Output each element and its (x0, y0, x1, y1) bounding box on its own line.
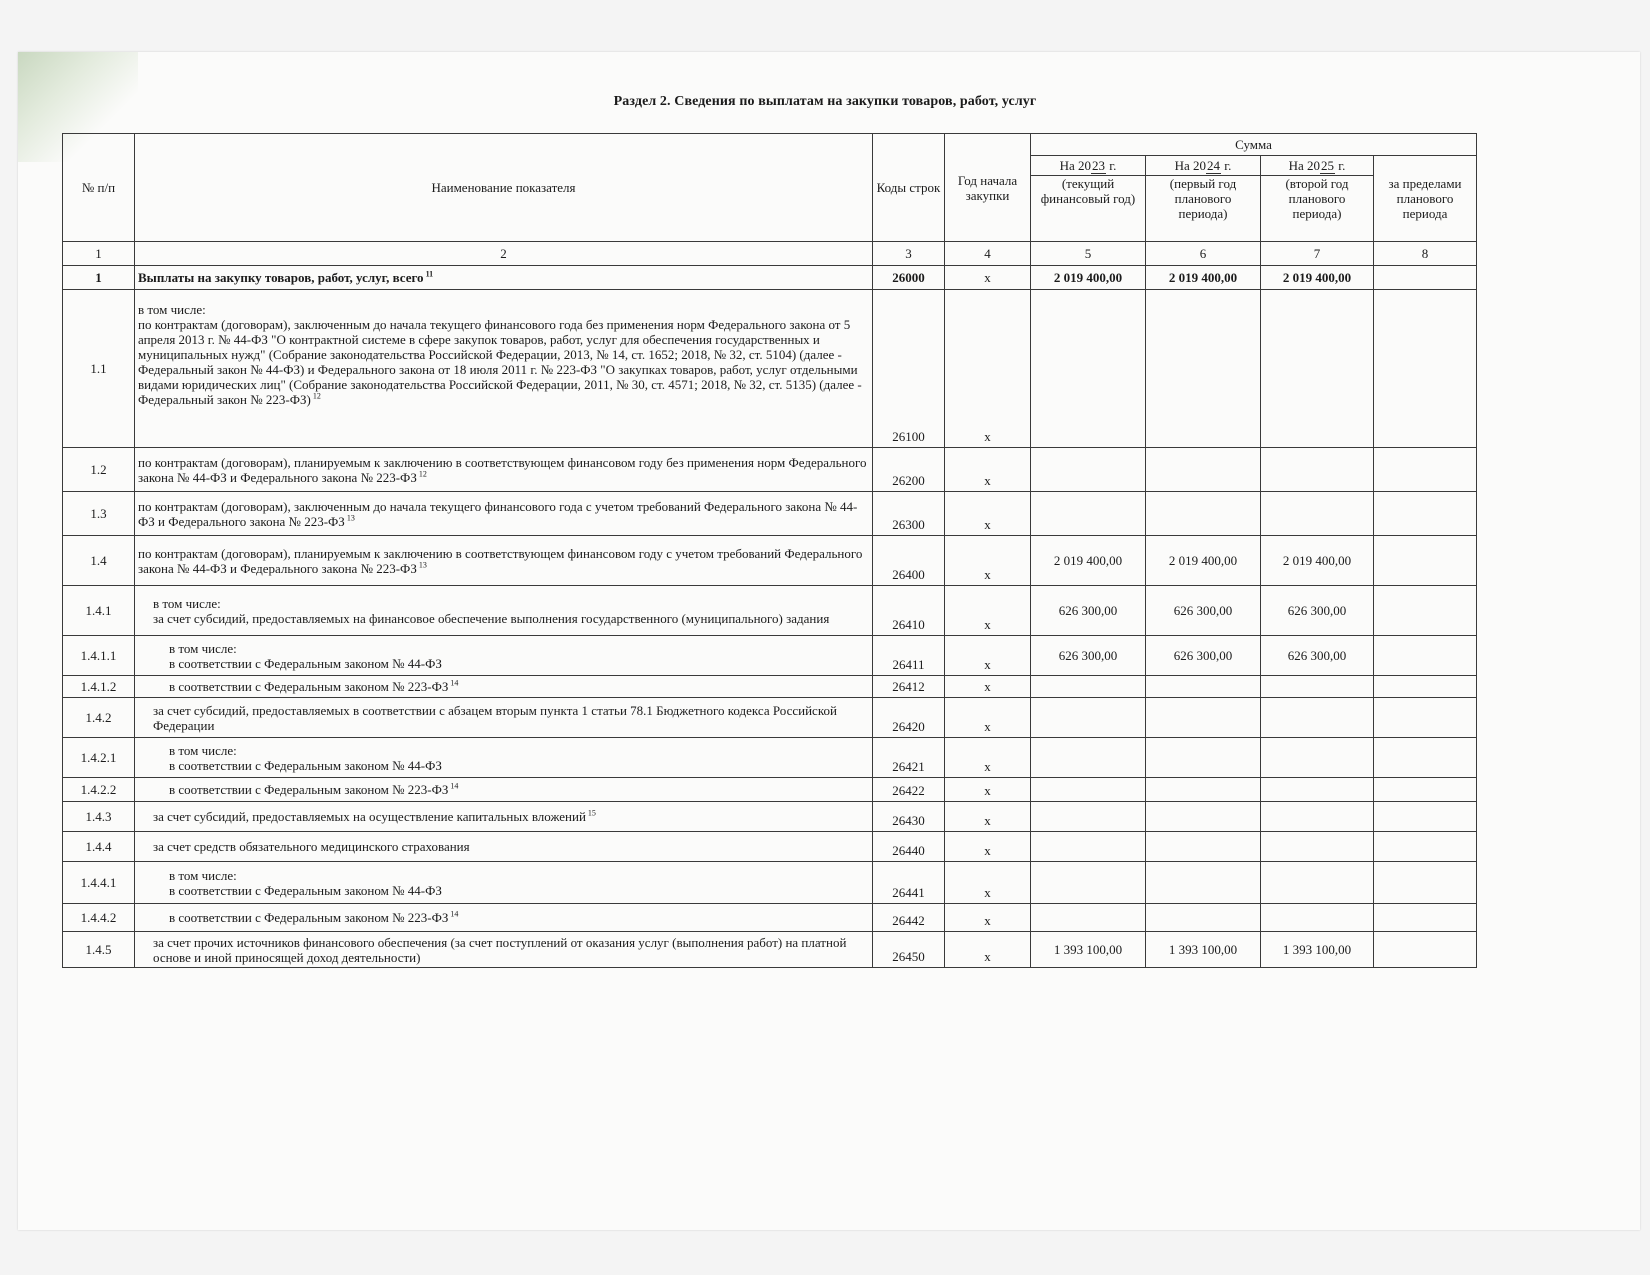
footnote-ref: 14 (448, 909, 459, 919)
table-row (63, 290, 1477, 448)
row-value-y3 (1261, 738, 1374, 778)
header-year-2 (1146, 156, 1261, 176)
table-row (63, 862, 1477, 904)
row-value-y2 (1146, 778, 1261, 802)
row-name-text: в соответствии с Федеральным законом № 44-ФЗ (169, 757, 442, 773)
row-value-y1 (1031, 738, 1146, 778)
row-value-y2 (1146, 904, 1261, 932)
row-name-text: в соответствии с Федеральным законом № 44-ФЗ (169, 882, 442, 898)
row-name (135, 492, 873, 536)
row-code: 26411 (873, 636, 945, 676)
footnote-ref: 13 (344, 513, 355, 523)
row-name-text: в том числе: (153, 595, 221, 611)
table-row (63, 586, 1477, 636)
footnote-ref: 13 (416, 560, 427, 570)
row-year: x (945, 802, 1031, 832)
row-name (135, 802, 873, 832)
colnum-5: 5 (1031, 242, 1146, 266)
row-value-beyond (1374, 536, 1477, 586)
row-value-beyond (1374, 676, 1477, 698)
table-row (63, 698, 1477, 738)
row-code: 26422 (873, 778, 945, 802)
row-number: 1.4.2.1 (63, 738, 135, 778)
row-value-y2: 2 019 400,00 (1146, 266, 1261, 290)
row-number: 1.3 (63, 492, 135, 536)
row-value-y2 (1146, 738, 1261, 778)
footnote-ref: 14 (448, 678, 459, 688)
row-year: x (945, 492, 1031, 536)
table-row (63, 266, 1477, 290)
row-value-y3 (1261, 448, 1374, 492)
row-year: x (945, 904, 1031, 932)
table-row (63, 832, 1477, 862)
row-value-y2: 626 300,00 (1146, 586, 1261, 636)
row-number: 1 (63, 266, 135, 290)
header-year-1 (1031, 156, 1146, 176)
row-name (135, 266, 873, 290)
row-name-text: в том числе: (169, 867, 237, 883)
footnote-ref: 15 (585, 808, 596, 818)
header-year-2-sub: (первый год планового периода) (1146, 176, 1261, 242)
colnum-7: 7 (1261, 242, 1374, 266)
row-number: 1.4.1.1 (63, 636, 135, 676)
row-name (135, 932, 873, 968)
row-value-y3 (1261, 904, 1374, 932)
row-value-y1 (1031, 862, 1146, 904)
row-name (135, 832, 873, 862)
row-value-beyond (1374, 698, 1477, 738)
row-name (135, 586, 873, 636)
row-value-y1 (1031, 448, 1146, 492)
row-value-y2 (1146, 862, 1261, 904)
header-num: № п/п (63, 134, 135, 242)
row-value-y1: 626 300,00 (1031, 586, 1146, 636)
row-name (135, 290, 873, 448)
row-value-y2 (1146, 802, 1261, 832)
row-value-y2 (1146, 290, 1261, 448)
row-code: 26100 (873, 290, 945, 448)
year-3-prefix: На 20 (1288, 157, 1321, 173)
row-code: 26200 (873, 448, 945, 492)
row-value-y3 (1261, 492, 1374, 536)
row-name (135, 676, 873, 698)
row-name-text: в том числе: (138, 302, 206, 317)
row-value-y3 (1261, 832, 1374, 862)
row-name-text: за счет средств обязательного медицинского страхования (153, 839, 470, 854)
row-year: x (945, 586, 1031, 636)
colnum-3: 3 (873, 242, 945, 266)
row-name (135, 778, 873, 802)
table-row (63, 536, 1477, 586)
year-3-suffix: г. (1335, 157, 1346, 173)
row-year: x (945, 676, 1031, 698)
row-number: 1.4.2 (63, 698, 135, 738)
row-year: x (945, 636, 1031, 676)
header-year: Год начала закупки (945, 134, 1031, 242)
year-2-suffix: г. (1221, 157, 1232, 173)
row-year: x (945, 698, 1031, 738)
year-2-value: 24 (1207, 157, 1221, 173)
row-value-y3 (1261, 290, 1374, 448)
colnum-1: 1 (63, 242, 135, 266)
row-code: 26450 (873, 932, 945, 968)
row-year: x (945, 536, 1031, 586)
row-name-text: в соответствии с Федеральным законом № 44-ФЗ (169, 655, 442, 671)
year-1-prefix: На 20 (1059, 157, 1092, 173)
row-year: x (945, 266, 1031, 290)
row-value-y1 (1031, 832, 1146, 862)
row-value-y3: 2 019 400,00 (1261, 266, 1374, 290)
row-value-beyond (1374, 802, 1477, 832)
row-value-y2 (1146, 492, 1261, 536)
row-code: 26441 (873, 862, 945, 904)
payments-table (62, 133, 1477, 968)
header-sum: Сумма (1031, 134, 1477, 156)
row-value-y3 (1261, 698, 1374, 738)
header-code: Коды строк (873, 134, 945, 242)
row-value-beyond (1374, 636, 1477, 676)
footnote-ref: 12 (310, 391, 321, 401)
row-number: 1.4.3 (63, 802, 135, 832)
row-code: 26410 (873, 586, 945, 636)
row-name (135, 448, 873, 492)
row-name (135, 904, 873, 932)
year-1-suffix: г. (1106, 157, 1117, 173)
row-name (135, 698, 873, 738)
row-name-text: за счет субсидий, предоставляемых на осуществление капитальных вложений (153, 809, 586, 824)
row-name-text: за счет прочих источников финансового обеспечения (за счет поступлений от оказания услуг (выполнения работ) на платной основе и иной приносящей доход деятельности) (153, 934, 847, 965)
table-row (63, 904, 1477, 932)
row-value-y1 (1031, 492, 1146, 536)
row-year: x (945, 862, 1031, 904)
year-3-value: 25 (1321, 157, 1335, 173)
row-value-y1: 2 019 400,00 (1031, 536, 1146, 586)
row-value-y2 (1146, 448, 1261, 492)
row-year: x (945, 778, 1031, 802)
row-number: 1.4.2.2 (63, 778, 135, 802)
row-number: 1.4.4 (63, 832, 135, 862)
row-value-y2 (1146, 698, 1261, 738)
row-value-beyond (1374, 778, 1477, 802)
row-code: 26420 (873, 698, 945, 738)
row-value-y1 (1031, 698, 1146, 738)
row-value-y3 (1261, 802, 1374, 832)
row-value-beyond (1374, 738, 1477, 778)
row-value-y1: 2 019 400,00 (1031, 266, 1146, 290)
footnote-ref: 14 (448, 781, 459, 791)
header-name: Наименование показателя (135, 134, 873, 242)
row-value-y2: 2 019 400,00 (1146, 536, 1261, 586)
row-value-y1 (1031, 290, 1146, 448)
colnum-4: 4 (945, 242, 1031, 266)
row-value-y3: 1 393 100,00 (1261, 932, 1374, 968)
row-value-beyond (1374, 448, 1477, 492)
table-row (63, 778, 1477, 802)
footnote-ref: 12 (416, 469, 427, 479)
row-name (135, 738, 873, 778)
row-number: 1.1 (63, 290, 135, 448)
table-row (63, 448, 1477, 492)
row-code: 26412 (873, 676, 945, 698)
row-code: 26430 (873, 802, 945, 832)
row-name-text: Выплаты на закупку товаров, работ, услуг, всего (138, 270, 424, 285)
row-value-beyond (1374, 586, 1477, 636)
row-number: 1.2 (63, 448, 135, 492)
row-name-text: за счет субсидий, предоставляемых в соответствии с абзацем вторым пункта 1 статьи 78.1 Бюджетного кодекса Российской Федерации (153, 702, 837, 733)
row-value-beyond (1374, 932, 1477, 968)
colnum-8: 8 (1374, 242, 1477, 266)
row-value-beyond (1374, 904, 1477, 932)
row-code: 26442 (873, 904, 945, 932)
row-year: x (945, 290, 1031, 448)
header-beyond: за пределами планового периода (1374, 156, 1477, 242)
row-name (135, 862, 873, 904)
row-value-y3 (1261, 676, 1374, 698)
row-value-y2 (1146, 676, 1261, 698)
row-name (135, 636, 873, 676)
column-numbers-row (63, 242, 1477, 266)
row-number: 1.4.1 (63, 586, 135, 636)
row-year: x (945, 448, 1031, 492)
row-name-text: за счет субсидий, предоставляемых на финансовое обеспечение выполнения государственного (муниципального) задания (153, 610, 830, 626)
colnum-2: 2 (135, 242, 873, 266)
row-name-text: по контрактам (договорам), планируемым к заключению в соответствующем финансовом году без применения норм Федерального закона № 44-ФЗ и Федерального закона № 223-ФЗ (138, 454, 867, 485)
row-name-text: в соответствии с Федеральным законом № 223-ФЗ (169, 910, 449, 925)
row-value-beyond (1374, 862, 1477, 904)
year-2-prefix: На 20 (1174, 157, 1207, 173)
row-value-y1 (1031, 778, 1146, 802)
section-title: Раздел 2. Сведения по выплатам на закупки товаров, работ, услуг (613, 94, 1037, 109)
header-year-1-sub: (текущий финансовый год) (1031, 176, 1146, 242)
row-value-y1: 626 300,00 (1031, 636, 1146, 676)
table-row (63, 492, 1477, 536)
row-year: x (945, 738, 1031, 778)
row-name-text: в соответствии с Федеральным законом № 223-ФЗ (169, 782, 449, 797)
row-code: 26400 (873, 536, 945, 586)
row-value-y2 (1146, 832, 1261, 862)
table-row (63, 676, 1477, 698)
header-row-1 (63, 134, 1477, 156)
row-value-y1 (1031, 904, 1146, 932)
row-name (135, 536, 873, 586)
row-code: 26440 (873, 832, 945, 862)
row-value-beyond (1374, 492, 1477, 536)
table-body (63, 134, 1477, 968)
colnum-6: 6 (1146, 242, 1261, 266)
header-year-3-sub: (второй год планового периода) (1261, 176, 1374, 242)
row-name-text: в том числе: (169, 742, 237, 758)
row-code: 26000 (873, 266, 945, 290)
header-year-3 (1261, 156, 1374, 176)
year-1-value: 23 (1092, 157, 1106, 173)
table-row (63, 932, 1477, 968)
table-row (63, 802, 1477, 832)
row-number: 1.4 (63, 536, 135, 586)
row-value-beyond (1374, 290, 1477, 448)
row-value-y1 (1031, 676, 1146, 698)
row-code: 26421 (873, 738, 945, 778)
row-value-y2: 1 393 100,00 (1146, 932, 1261, 968)
row-number: 1.4.1.2 (63, 676, 135, 698)
row-value-y3 (1261, 778, 1374, 802)
row-value-beyond (1374, 266, 1477, 290)
row-value-y3: 2 019 400,00 (1261, 536, 1374, 586)
row-name-text: по контрактам (договорам), планируемым к заключению в соответствующем финансовом году с учетом требований Федерального закона № 44-ФЗ и Федерального закона № 223-ФЗ (138, 545, 863, 576)
row-name-text: в соответствии с Федеральным законом № 223-ФЗ (169, 679, 449, 694)
row-value-y1: 1 393 100,00 (1031, 932, 1146, 968)
row-code: 26300 (873, 492, 945, 536)
row-value-y2: 626 300,00 (1146, 636, 1261, 676)
row-number: 1.4.5 (63, 932, 135, 968)
table-row (63, 738, 1477, 778)
row-value-beyond (1374, 832, 1477, 862)
footnote-ref: 11 (423, 269, 434, 279)
row-number: 1.4.4.1 (63, 862, 135, 904)
row-value-y1 (1031, 802, 1146, 832)
row-name-text: по контрактам (договорам), заключенным до начала текущего финансового года без применения норм Федерального закона от 5 апреля 2013 г. № 44-ФЗ "О контрактной системе в сфере закупок товаров, работ, услуг для обеспечения государственных и муниципальных нужд" (Собрание законодательства Российской Федерации, 2013, № 14, ст. 1652; 2018, № 32, ст. 5104) (далее - Федеральный закон № 44-ФЗ) и Федерального закона от 18 июля 2011 г. № 223-ФЗ "О закупках товаров, работ, услуг отдельными видами юридических лиц" (Собрание законодательства Российской Федерации, 2011, № 30, ст. 4571; 2018, № 32, ст. 5135) (далее - Федеральный закон № 223-ФЗ) (138, 317, 862, 407)
row-value-y3: 626 300,00 (1261, 636, 1374, 676)
row-name-text: по контрактам (договорам), заключенным до начала текущего финансового года с учетом требований Федерального закона № 44-ФЗ и Федерального закона № 223-ФЗ (138, 498, 858, 529)
row-year: x (945, 832, 1031, 862)
row-year: x (945, 932, 1031, 968)
row-name-text: в том числе: (169, 640, 237, 656)
row-number: 1.4.4.2 (63, 904, 135, 932)
table-row (63, 636, 1477, 676)
row-value-y3: 626 300,00 (1261, 586, 1374, 636)
row-value-y3 (1261, 862, 1374, 904)
